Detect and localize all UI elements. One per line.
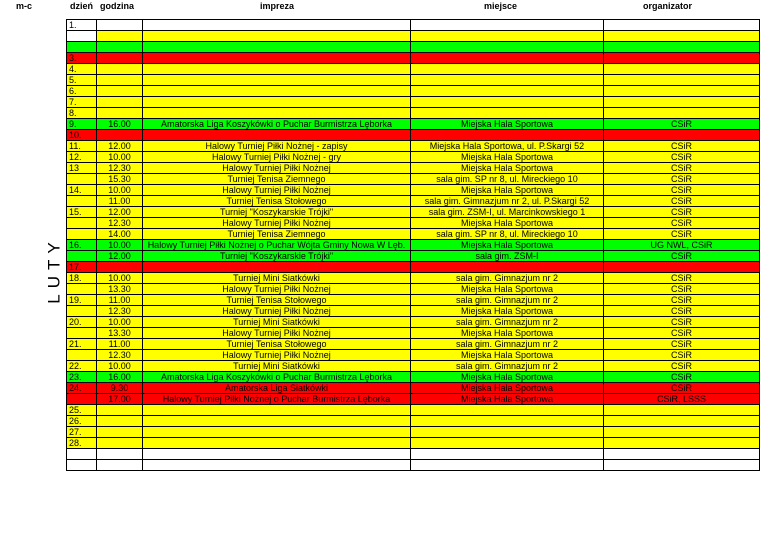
table-row <box>67 317 760 328</box>
organizer-cell: CSiR <box>604 350 760 361</box>
place-cell <box>411 427 604 438</box>
organizer-cell <box>604 449 760 460</box>
day-cell <box>67 174 97 185</box>
time-cell: 14.00 <box>97 229 143 240</box>
place-cell: Miejska Hala Sportowa <box>411 328 604 339</box>
place-cell: Miejska Hala Sportowa <box>411 350 604 361</box>
place-cell <box>411 53 604 64</box>
day-cell: 16. <box>67 240 97 251</box>
time-cell: 13.30 <box>97 328 143 339</box>
organizer-cell: CSiR <box>604 174 760 185</box>
time-cell <box>97 20 143 31</box>
time-cell: 16.00 <box>97 372 143 383</box>
organizer-cell: CSiR <box>604 284 760 295</box>
event-cell: Halowy Turniej Piłki Nożnej <box>143 350 411 361</box>
place-cell <box>411 42 604 53</box>
organizer-cell <box>604 460 760 471</box>
time-cell <box>97 438 143 449</box>
header-event: impreza <box>260 1 295 11</box>
table-row <box>67 405 760 416</box>
place-cell <box>411 20 604 31</box>
place-cell: sala gim. ZSM-I <box>411 251 604 262</box>
time-cell <box>97 460 143 471</box>
organizer-cell: CSiR <box>604 328 760 339</box>
day-cell <box>67 31 97 42</box>
day-cell <box>67 306 97 317</box>
place-cell <box>411 75 604 86</box>
organizer-cell <box>604 64 760 75</box>
day-cell <box>67 42 97 53</box>
place-cell: sala gim. SP nr 8, ul. Mireckiego 10 <box>411 229 604 240</box>
organizer-cell: CSiR <box>604 306 760 317</box>
organizer-cell: CSiR <box>604 196 760 207</box>
event-cell <box>143 42 411 53</box>
table-row <box>67 218 760 229</box>
place-cell: sala gim. Gimnazjum nr 2 <box>411 317 604 328</box>
event-cell: Halowy Turniej Piłki Nożnej <box>143 284 411 295</box>
time-cell: 12.30 <box>97 218 143 229</box>
place-cell <box>411 31 604 42</box>
organizer-cell: CSiR <box>604 339 760 350</box>
day-cell: 17. <box>67 262 97 273</box>
time-cell: 12.00 <box>97 141 143 152</box>
event-cell <box>143 130 411 141</box>
table-row <box>67 328 760 339</box>
place-cell <box>411 460 604 471</box>
table-row <box>67 438 760 449</box>
day-cell: 18. <box>67 273 97 284</box>
place-cell: sala gim. Gimnazjum nr 2 <box>411 339 604 350</box>
table-row <box>67 460 760 471</box>
place-cell <box>411 97 604 108</box>
organizer-cell: CSiR <box>604 163 760 174</box>
event-cell: Turniej Tenisa Stołowego <box>143 295 411 306</box>
organizer-cell <box>604 42 760 53</box>
table-row <box>67 152 760 163</box>
organizer-cell: CSiR <box>604 119 760 130</box>
place-cell <box>411 108 604 119</box>
time-cell <box>97 130 143 141</box>
day-cell: 9. <box>67 119 97 130</box>
month-text: LUTY <box>45 236 64 304</box>
place-cell <box>411 262 604 273</box>
day-cell: 12. <box>67 152 97 163</box>
time-cell: 10.00 <box>97 152 143 163</box>
table-row <box>67 251 760 262</box>
event-cell <box>143 438 411 449</box>
day-cell: 4. <box>67 64 97 75</box>
day-cell <box>67 251 97 262</box>
time-cell: 16.00 <box>97 119 143 130</box>
place-cell <box>411 405 604 416</box>
table-row <box>67 97 760 108</box>
table-row <box>67 75 760 86</box>
table-row <box>67 141 760 152</box>
table-row <box>67 108 760 119</box>
time-cell <box>97 405 143 416</box>
day-cell: 7. <box>67 97 97 108</box>
day-cell: 13 <box>67 163 97 174</box>
event-cell <box>143 416 411 427</box>
table-row <box>67 53 760 64</box>
day-cell: 26. <box>67 416 97 427</box>
time-cell <box>97 108 143 119</box>
table-row <box>67 207 760 218</box>
table-row <box>67 273 760 284</box>
table-row <box>67 383 760 394</box>
place-cell: sala gim. Gimnazjum nr 2 <box>411 361 604 372</box>
event-cell <box>143 97 411 108</box>
place-cell: Miejska Hala Sportowa <box>411 218 604 229</box>
event-cell <box>143 20 411 31</box>
event-cell: Halowy Turniej Piłki Nożnej <box>143 218 411 229</box>
table-row <box>67 196 760 207</box>
organizer-cell <box>604 31 760 42</box>
table-row <box>67 449 760 460</box>
day-cell: 21. <box>67 339 97 350</box>
event-cell: Halowy Turniej Piłki Nożnej o Puchar Burmistrza Lęborka <box>143 394 411 405</box>
event-cell <box>143 31 411 42</box>
organizer-cell <box>604 53 760 64</box>
time-cell: 12.00 <box>97 207 143 218</box>
time-cell: 10.00 <box>97 185 143 196</box>
event-cell <box>143 405 411 416</box>
event-cell <box>143 108 411 119</box>
place-cell <box>411 130 604 141</box>
organizer-cell <box>604 438 760 449</box>
event-cell <box>143 460 411 471</box>
event-cell: Turniej Tenisa Ziemnego <box>143 174 411 185</box>
place-cell: Miejska Hala Sportowa <box>411 240 604 251</box>
place-cell: Miejska Hala Sportowa, ul. P.Skargi 52 <box>411 141 604 152</box>
table-row <box>67 350 760 361</box>
table-row <box>67 185 760 196</box>
time-cell <box>97 97 143 108</box>
event-cell <box>143 86 411 97</box>
place-cell: Miejska Hala Sportowa <box>411 152 604 163</box>
table-row <box>67 361 760 372</box>
time-cell: 10.00 <box>97 317 143 328</box>
time-cell: 11.00 <box>97 196 143 207</box>
time-cell: 10.00 <box>97 273 143 284</box>
time-cell <box>97 75 143 86</box>
header-place: miejsce <box>484 1 518 11</box>
day-cell <box>67 460 97 471</box>
organizer-cell <box>604 130 760 141</box>
place-cell <box>411 64 604 75</box>
event-cell: Halowy Turniej Piłki Nożnej <box>143 306 411 317</box>
organizer-cell: CSiR <box>604 207 760 218</box>
time-cell: 10.00 <box>97 361 143 372</box>
event-cell: Turniej Mini Siatkówki <box>143 317 411 328</box>
table-row <box>67 427 760 438</box>
table-row <box>67 163 760 174</box>
time-cell: 12.30 <box>97 163 143 174</box>
table-row <box>67 372 760 383</box>
day-cell <box>67 328 97 339</box>
time-cell: 9.30 <box>97 383 143 394</box>
organizer-cell: CSiR <box>604 273 760 284</box>
place-cell: Miejska Hala Sportowa <box>411 119 604 130</box>
organizer-cell <box>604 108 760 119</box>
organizer-cell: CSiR <box>604 251 760 262</box>
organizer-cell <box>604 262 760 273</box>
place-cell: Miejska Hala Sportowa <box>411 372 604 383</box>
place-cell <box>411 438 604 449</box>
header-organizer: organizator <box>643 1 693 11</box>
time-cell: 15.30 <box>97 174 143 185</box>
day-cell: 3. <box>67 53 97 64</box>
table-row <box>67 31 760 42</box>
event-cell: Halowy Turniej Piłki Nożnej <box>143 185 411 196</box>
organizer-cell <box>604 416 760 427</box>
table-row <box>67 394 760 405</box>
place-cell: sala gim. Gimnazjum nr 2 <box>411 273 604 284</box>
day-cell: 20. <box>67 317 97 328</box>
table-row <box>67 262 760 273</box>
event-cell: Halowy Turniej Piłki Nożnej <box>143 163 411 174</box>
day-cell <box>67 394 97 405</box>
event-cell <box>143 262 411 273</box>
organizer-cell: CSiR <box>604 372 760 383</box>
day-cell: 22. <box>67 361 97 372</box>
event-cell <box>143 427 411 438</box>
event-cell: Halowy Turniej Piłki Nożnej o Puchar Wójta Gminy Nowa W Lęb. <box>143 240 411 251</box>
organizer-cell <box>604 97 760 108</box>
event-cell: Turniej Tenisa Stołowego <box>143 339 411 350</box>
organizer-cell: UG NWL, CSiR <box>604 240 760 251</box>
event-cell <box>143 53 411 64</box>
event-cell <box>143 449 411 460</box>
time-cell <box>97 449 143 460</box>
table-row <box>67 86 760 97</box>
event-cell <box>143 75 411 86</box>
table-row <box>67 119 760 130</box>
place-cell: sala gim. ZSM-I, ul. Marcinkowskiego 1 <box>411 207 604 218</box>
time-cell: 17.00 <box>97 394 143 405</box>
day-cell: 14. <box>67 185 97 196</box>
time-cell: 12.00 <box>97 251 143 262</box>
organizer-cell: CSiR <box>604 361 760 372</box>
day-cell: 10. <box>67 130 97 141</box>
header-time: godzina <box>100 1 134 11</box>
place-cell: Miejska Hala Sportowa <box>411 284 604 295</box>
day-cell: 6. <box>67 86 97 97</box>
event-cell: Halowy Turniej Piłki Nożnej - zapisy <box>143 141 411 152</box>
day-cell <box>67 218 97 229</box>
place-cell: Miejska Hala Sportowa <box>411 185 604 196</box>
day-cell <box>67 196 97 207</box>
place-cell <box>411 449 604 460</box>
place-cell: sala gim. Gimnazjum nr 2 <box>411 295 604 306</box>
time-cell <box>97 53 143 64</box>
day-cell: 5. <box>67 75 97 86</box>
schedule-table <box>66 19 760 471</box>
table-row <box>67 306 760 317</box>
time-cell: 12.30 <box>97 306 143 317</box>
organizer-cell: CSiR, LSSS <box>604 394 760 405</box>
event-cell: Turniej Mini Siatkówki <box>143 361 411 372</box>
place-cell: Miejska Hala Sportowa <box>411 383 604 394</box>
day-cell: 28. <box>67 438 97 449</box>
organizer-cell: CSiR <box>604 185 760 196</box>
event-cell <box>143 64 411 75</box>
organizer-cell: CSiR <box>604 141 760 152</box>
time-cell <box>97 427 143 438</box>
month-label <box>43 215 67 325</box>
time-cell <box>97 86 143 97</box>
table-row <box>67 240 760 251</box>
place-cell <box>411 86 604 97</box>
table-row <box>67 174 760 185</box>
day-cell <box>67 449 97 460</box>
day-cell: 19. <box>67 295 97 306</box>
day-cell <box>67 350 97 361</box>
time-cell <box>97 64 143 75</box>
time-cell <box>97 262 143 273</box>
place-cell: sala gim. Gimnazjum nr 2, ul. P.Skargi 52 <box>411 196 604 207</box>
event-cell: Turniej "Koszykarskie Trójki" <box>143 251 411 262</box>
day-cell <box>67 229 97 240</box>
time-cell <box>97 31 143 42</box>
event-cell: Turniej "Koszykarskie Trójki" <box>143 207 411 218</box>
table-row <box>67 42 760 53</box>
event-cell: Turniej Tenisa Ziemnego <box>143 229 411 240</box>
table-row <box>67 20 760 31</box>
organizer-cell <box>604 86 760 97</box>
event-cell: Amatorska Liga Koszykówki o Puchar Burmistrza Lęborka <box>143 372 411 383</box>
day-cell: 8. <box>67 108 97 119</box>
header-day: dzień <box>70 1 94 11</box>
event-cell: Turniej Mini Siatkówki <box>143 273 411 284</box>
day-cell: 15. <box>67 207 97 218</box>
day-cell: 1. <box>67 20 97 31</box>
organizer-cell: CSiR <box>604 152 760 163</box>
table-row <box>67 130 760 141</box>
table-row <box>67 64 760 75</box>
table-row <box>67 416 760 427</box>
time-cell: 11.00 <box>97 295 143 306</box>
day-cell: 11. <box>67 141 97 152</box>
day-cell <box>67 284 97 295</box>
place-cell: sala gim. SP nr 8, ul. Mireckiego 10 <box>411 174 604 185</box>
organizer-cell <box>604 75 760 86</box>
time-cell: 13.30 <box>97 284 143 295</box>
organizer-cell <box>604 405 760 416</box>
table-row <box>67 284 760 295</box>
event-cell: Turniej Tenisa Stołowego <box>143 196 411 207</box>
organizer-cell <box>604 427 760 438</box>
organizer-cell: CSiR <box>604 218 760 229</box>
time-cell: 12.30 <box>97 350 143 361</box>
event-cell: Halowy Turniej Piłki Nożnej - gry <box>143 152 411 163</box>
place-cell: Miejska Hala Sportowa <box>411 394 604 405</box>
event-cell: Halowy Turniej Piłki Nożnej <box>143 328 411 339</box>
place-cell: Miejska Hala Sportowa <box>411 163 604 174</box>
time-cell <box>97 416 143 427</box>
time-cell: 11.00 <box>97 339 143 350</box>
table-row <box>67 229 760 240</box>
place-cell <box>411 416 604 427</box>
day-cell: 24. <box>67 383 97 394</box>
time-cell: 10.00 <box>97 240 143 251</box>
organizer-cell: CSiR <box>604 295 760 306</box>
organizer-cell: CSiR <box>604 383 760 394</box>
day-cell: 23. <box>67 372 97 383</box>
table-row <box>67 295 760 306</box>
header-mc: m-c <box>16 1 33 11</box>
organizer-cell: CSiR <box>604 229 760 240</box>
event-cell: Amatorska Liga Koszykówki o Puchar Burmistrza Lęborka <box>143 119 411 130</box>
time-cell <box>97 42 143 53</box>
table-row <box>67 339 760 350</box>
day-cell: 25. <box>67 405 97 416</box>
day-cell: 27. <box>67 427 97 438</box>
organizer-cell: CSiR <box>604 317 760 328</box>
event-cell: Amatorska Liga Siatkówki <box>143 383 411 394</box>
organizer-cell <box>604 20 760 31</box>
place-cell: Miejska Hala Sportowa <box>411 306 604 317</box>
